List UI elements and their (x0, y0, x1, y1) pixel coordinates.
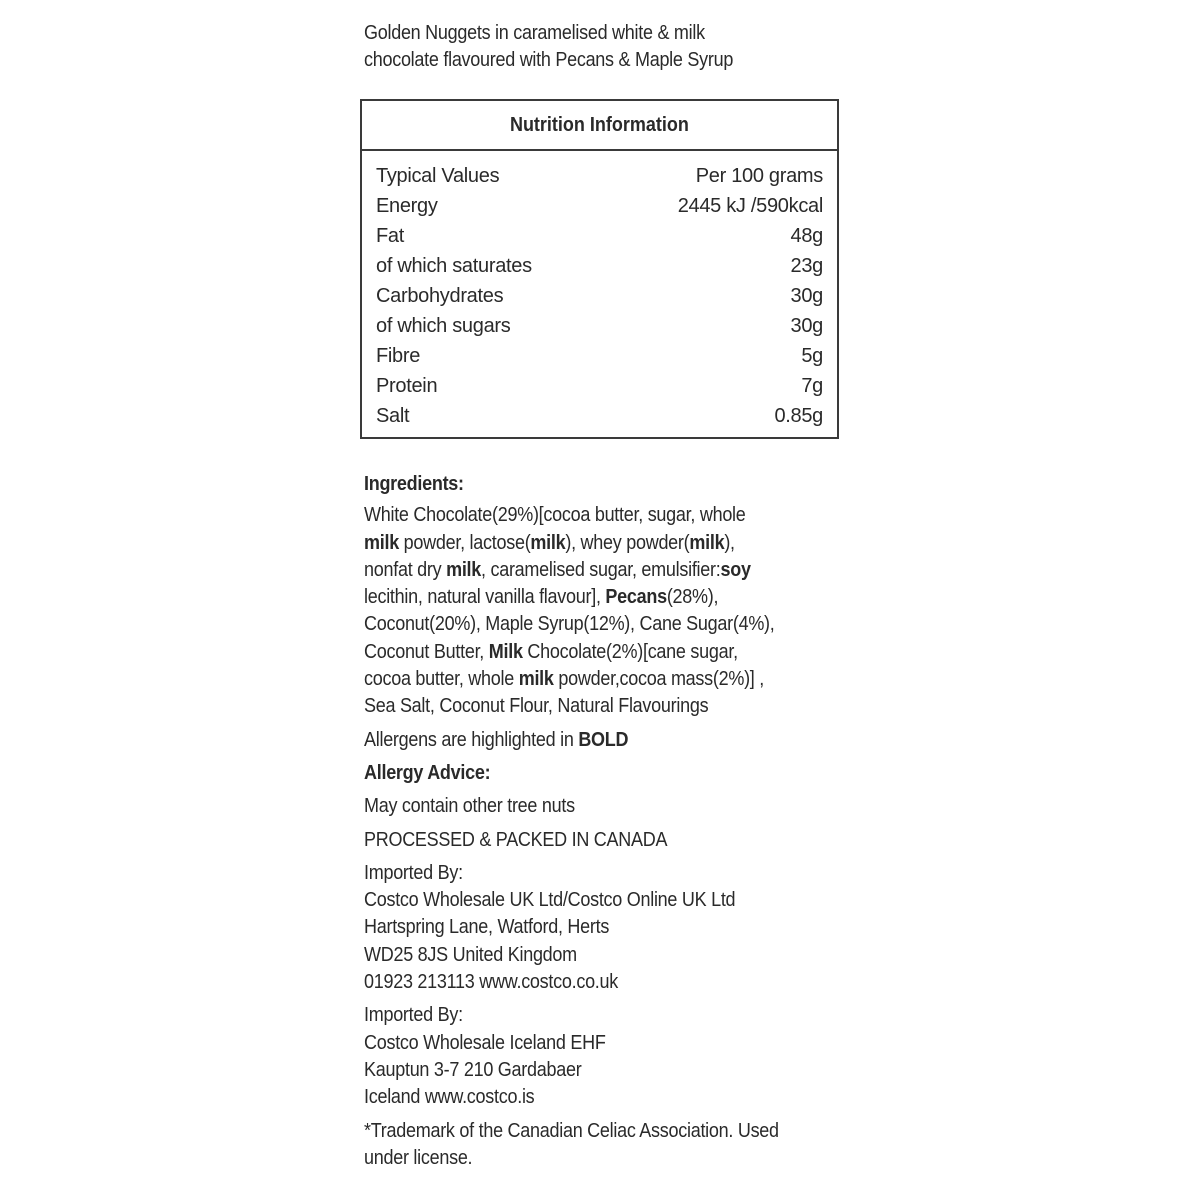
ingredients-text: Sea Salt, Coconut Flour, Natural Flavourings (364, 695, 709, 718)
ingredients-line (364, 666, 832, 693)
ingredients-line (364, 557, 832, 584)
ingredients-text: powder, lactose( (398, 531, 531, 554)
ingredients-text: Chocolate(2%)[cane sugar, (522, 640, 738, 663)
ingredients-text: nonfat dry (364, 558, 447, 581)
product-description (364, 20, 796, 74)
nutrition-row (376, 221, 823, 251)
ingredients-line (364, 530, 832, 557)
ingredients-line (364, 639, 832, 666)
nutrition-table (360, 99, 839, 439)
ingredients-text: , caramelised sugar, emulsifier: (481, 558, 721, 581)
nutrient-label: Carbohydrates (376, 285, 504, 307)
importer-uk-line: 01923 213113 www.costco.co.uk (364, 971, 619, 994)
nutrition-row (376, 191, 823, 221)
nutrient-label: Typical Values (376, 165, 500, 187)
origin-text: PROCESSED & PACKED IN CANADA (364, 828, 668, 851)
nutrition-rows (362, 151, 837, 431)
nutrient-value: 0.85g (774, 405, 823, 427)
importer-uk-line: WD25 8JS United Kingdom (364, 943, 577, 966)
allergen-text: milk (446, 558, 482, 581)
ingredients-line (364, 693, 832, 720)
allergen-text: milk (689, 531, 725, 554)
allergen-text: milk (518, 668, 554, 691)
nutrient-value: 30g (790, 315, 823, 337)
nutrient-label: Fat (376, 225, 404, 247)
allergen-text: soy (720, 558, 751, 581)
importer-uk-line: Hartspring Lane, Watford, Herts (364, 916, 610, 939)
trademark-line: under license. (364, 1146, 473, 1169)
nutrient-label: Protein (376, 375, 438, 397)
nutrient-label: Fibre (376, 345, 421, 367)
trademark-line: *Trademark of the Canadian Celiac Association. Used (364, 1119, 779, 1142)
ingredients-text: Coconut Butter, (364, 640, 489, 663)
ingredients-line (364, 502, 832, 529)
nutrition-row (376, 341, 823, 371)
allergen-text: Pecans (605, 586, 667, 609)
nutrient-value: 7g (801, 375, 823, 397)
allergen-text: Milk (488, 640, 523, 663)
allergen-note-text: Allergens are highlighted in (364, 728, 579, 751)
allergy-advice-heading: Allergy Advice: (364, 761, 491, 784)
nutrition-title (362, 101, 837, 151)
importer-is-line: Iceland www.costco.is (364, 1086, 535, 1109)
nutrient-value: 48g (790, 225, 823, 247)
ingredients-text: ), whey powder( (565, 531, 690, 554)
nutrition-row (376, 281, 823, 311)
nutrition-row (376, 251, 823, 281)
allergen-text: milk (364, 531, 399, 554)
nutrient-value: 23g (790, 255, 823, 277)
ingredients-text: White Chocolate(29%)[cocoa butter, sugar, whole (364, 504, 746, 527)
nutrient-label: of which sugars (376, 315, 511, 337)
nutrient-label: Energy (376, 195, 438, 217)
ingredients-line (364, 584, 832, 611)
ingredients-text: ), (724, 531, 735, 554)
nutrient-value: 2445 kJ /590kcal (677, 195, 823, 217)
product-desc-line: chocolate flavoured with Pecans & Maple Syrup (364, 49, 734, 71)
ingredients-text: lecithin, natural vanilla flavour], (364, 586, 606, 609)
nutrient-value: 5g (801, 345, 823, 367)
nutrition-row (376, 311, 823, 341)
nutrition-row (376, 161, 823, 191)
ingredients-text: powder,cocoa mass(2%)] , (553, 668, 765, 691)
importer-is-line: Kauptun 3-7 210 Gardabaer (364, 1058, 582, 1081)
ingredients-text: Coconut(20%), Maple Syrup(12%), Cane Sugar(4%), (364, 613, 775, 636)
label-text-block (364, 471, 832, 1172)
importer-is-line: Costco Wholesale Iceland EHF (364, 1031, 606, 1054)
product-desc-line: Golden Nuggets in caramelised white & milk (364, 22, 705, 44)
nutrient-value: 30g (790, 285, 823, 307)
ingredients-text: (28%), (666, 586, 719, 609)
allergen-note-bold: BOLD (578, 728, 629, 751)
nutrition-title-text: Nutrition Information (510, 114, 689, 136)
nutrition-row (376, 401, 823, 431)
ingredients-line (364, 611, 832, 638)
ingredients-heading: Ingredients: (364, 473, 464, 495)
importer-uk-heading: Imported By: (364, 861, 463, 884)
nutrient-value: Per 100 grams (695, 165, 823, 187)
nutrient-label: Salt (376, 405, 410, 427)
allergy-advice-text: May contain other tree nuts (364, 795, 575, 818)
allergen-note (364, 727, 832, 754)
ingredients-text: cocoa butter, whole (364, 668, 519, 691)
allergen-text: milk (530, 531, 566, 554)
nutrition-row (376, 371, 823, 401)
importer-is-heading: Imported By: (364, 1004, 463, 1027)
importer-uk-line: Costco Wholesale UK Ltd/Costco Online UK Ltd (364, 889, 736, 912)
nutrient-label: of which saturates (376, 255, 532, 277)
